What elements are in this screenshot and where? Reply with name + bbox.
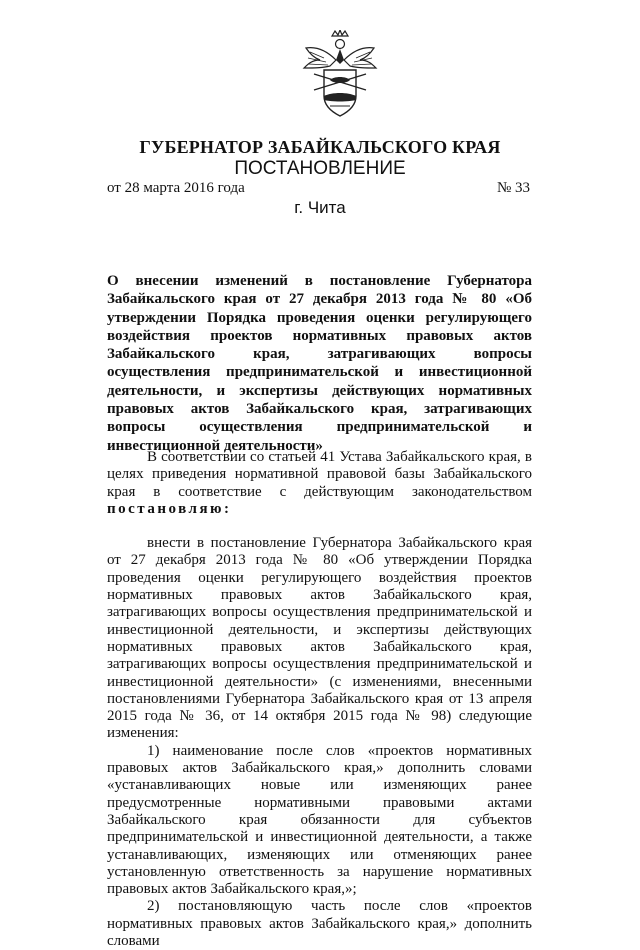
governor-title: ГУБЕРНАТОР ЗАБАЙКАЛЬСКОГО КРАЯ xyxy=(139,137,501,157)
intro-paragraph: внести в постановление Губернатора Забайкальского края от 27 декабря 2013 года № 80 «Об утверждении Порядка проведения оценки регулирующего воздействия проектов нормативных правовых актов Забайкальского края, затрагивающих вопросы осуществления предпринимательской и инвестиционной деятельности, и экспертизы действующих нормативных правовых актов Забайкальского края, затрагивающих вопросы осуществления предпринимательской и инвестиционной деятельности» (с изменениями, внесенными постановлениями Губернатора Забайкальского края от 13 апреля 2015 года № 36, от 14 октября 2015 года № 98) следующие изменения: xyxy=(107,535,532,742)
item-1-paragraph: 1) наименование после слов «проектов нормативных правовых актов Забайкальского края,» дополнить словами «устанавливающих новые или изменяющих ранее предусмотренные нормативными правовыми актами Забайкальского края обязанности для субъектов предпринимательской и инвестиционной деятельности, а также устанавливающих, изменяющих или отменяющих ранее установленную ответственность за нарушение нормативных правовых актов Забайкальского края,»; xyxy=(107,742,532,898)
decree-word: постановляю: xyxy=(107,500,232,517)
preamble-text: В соответствии со статьей 41 Устава Забайкальского края, в целях приведения нормативной правовой базы Забайкальского края в соответствие с действующим законодательством xyxy=(107,449,532,500)
item-2-paragraph: 2) постановляющую часть после слов «проектов нормативных правовых актов Забайкальского края,» дополнить словами xyxy=(107,898,532,950)
preamble-paragraph xyxy=(107,449,532,518)
document-subject: О внесении изменений в постановление Губернатора Забайкальского края от 27 декабря 2013 года № 80 «Об утверждении Порядка проведения оценки регулирующего воздействия проектов нормативных правовых актов Забайкальского края, затрагивающих вопросы осуществления предпринимательской и инвестиционной деятельности, и экспертизы действующих нормативных правовых актов Забайкальского края, затрагивающих вопросы осуществления предпринимательской и инвестиционной деятельности» xyxy=(107,273,532,454)
document-body xyxy=(107,449,532,950)
document-city: г. Чита xyxy=(294,198,346,217)
document-type: ПОСТАНОВЛЕНИЕ xyxy=(234,158,406,179)
coat-of-arms-icon xyxy=(300,30,380,122)
document-number: № 33 xyxy=(496,180,530,196)
document-date: от 28 марта 2016 года xyxy=(107,180,245,196)
